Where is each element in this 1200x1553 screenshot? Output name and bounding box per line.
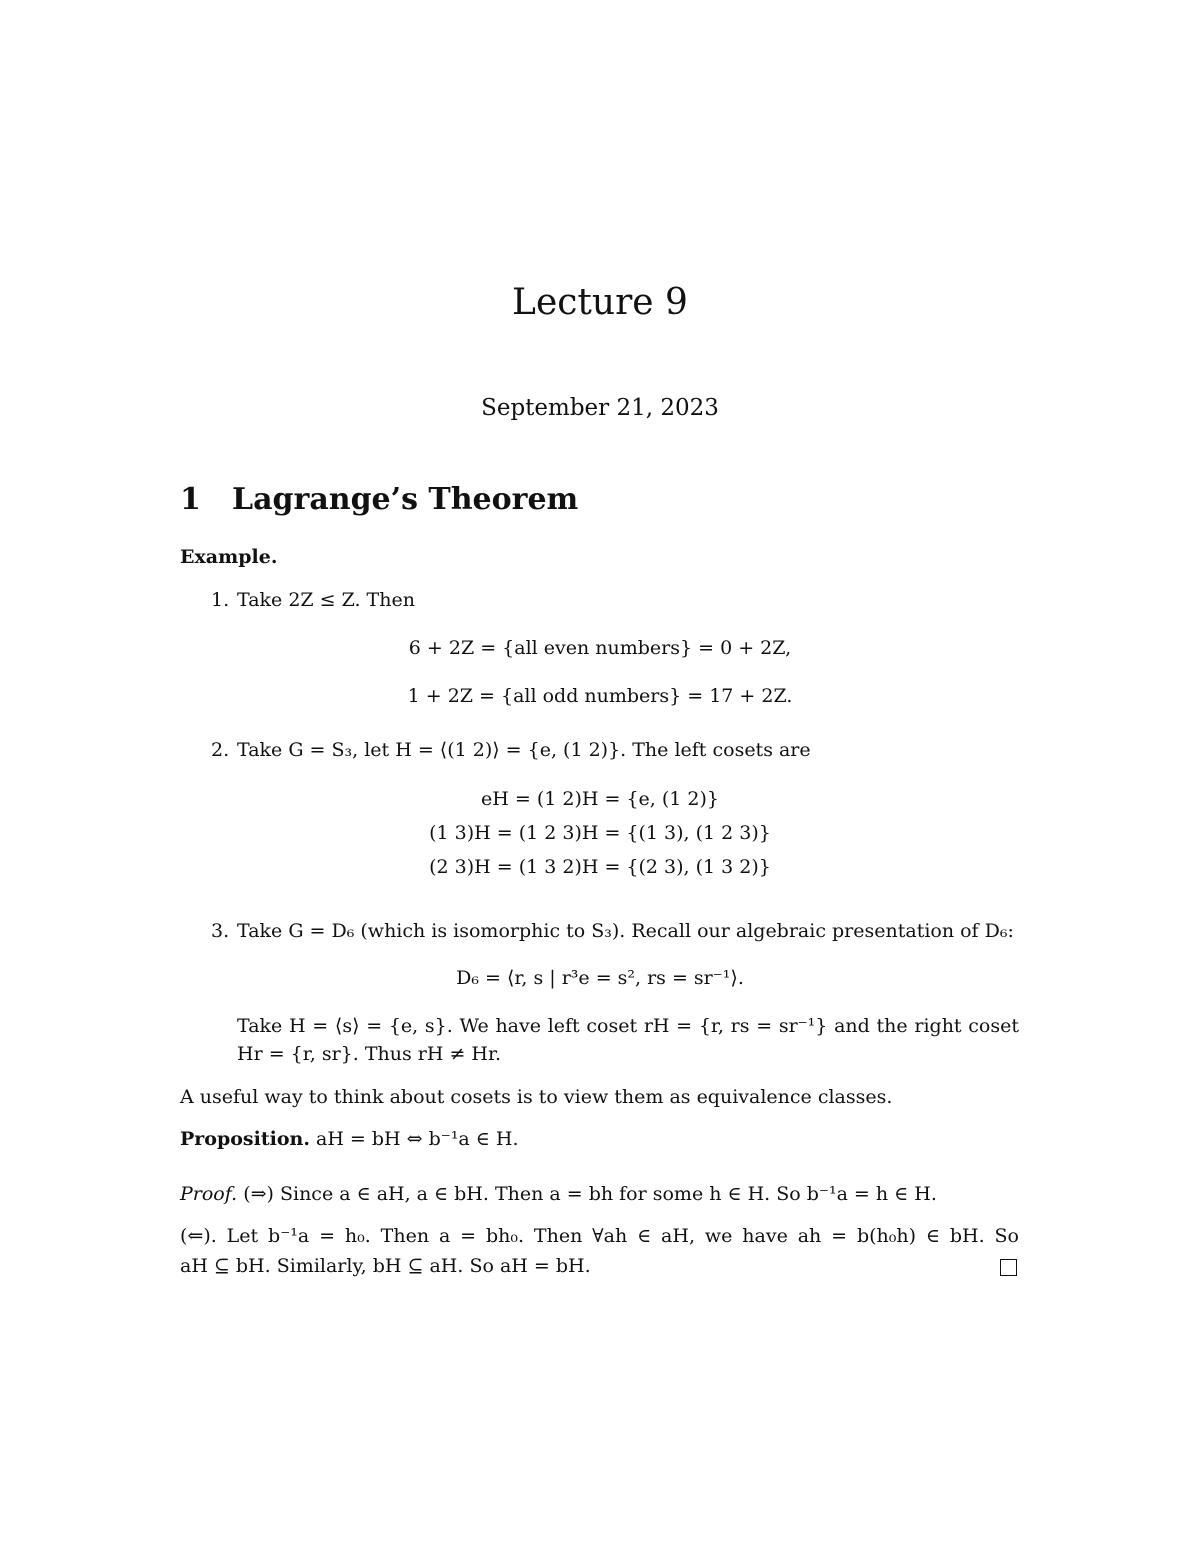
- lecture-title: Lecture 9: [512, 282, 688, 323]
- proposition-label: Proposition.: [180, 1128, 310, 1150]
- qed-square-icon: [1000, 1259, 1017, 1276]
- item3-equation: D₆ = ⟨r, s | r³e = s², rs = sr⁻¹⟩.: [456, 967, 744, 989]
- list-marker-1: 1.: [211, 589, 230, 611]
- item1-equation-2: 1 + 2Z = {all odd numbers} = 17 + 2Z.: [407, 685, 793, 707]
- example-label: Example.: [180, 546, 278, 568]
- remark-text: A useful way to think about cosets is to view them as equivalence classes.: [180, 1086, 893, 1108]
- item3-line-1: Take H = ⟨s⟩ = {e, s}. We have left coset rH = {r, rs = sr⁻¹} and the right coset: [237, 1015, 1019, 1037]
- item3-line-2: Hr = {r, sr}. Thus rH ≠ Hr.: [237, 1043, 502, 1065]
- item3-text: Take G = D₆ (which is isomorphic to S₃). Recall our algebraic presentation of D₆:: [237, 920, 1014, 942]
- section-heading: [180, 482, 578, 517]
- item2-equation-1: eH = (1 2)H = {e, (1 2)}: [481, 788, 719, 810]
- proof-line-3: aH ⊆ bH. Similarly, bH ⊆ aH. So aH = bH.: [180, 1255, 591, 1277]
- item1-equation-1: 6 + 2Z = {all even numbers} = 0 + 2Z,: [408, 637, 792, 659]
- item2-equation-2: (1 3)H = (1 2 3)H = {(1 3), (1 2 3)}: [429, 822, 771, 844]
- section-title: Lagrange’s Theorem: [232, 482, 579, 517]
- proof-line-1: [180, 1183, 937, 1205]
- proposition: [180, 1128, 519, 1150]
- item2-equation-3: (2 3)H = (1 3 2)H = {(2 3), (1 3 2)}: [429, 856, 771, 878]
- proof-text-1: (⇒) Since a ∈ aH, a ∈ bH. Then a = bh for some h ∈ H. So b⁻¹a = h ∈ H.: [243, 1183, 937, 1205]
- list-marker-2: 2.: [211, 739, 230, 761]
- section-number: 1: [180, 482, 201, 517]
- proof-line-2: (⇐). Let b⁻¹a = h₀. Then a = bh₀. Then ∀ah ∈ aH, we have ah = b(h₀h) ∈ bH. So: [180, 1225, 1019, 1247]
- item1-text: Take 2Z ≤ Z. Then: [237, 589, 415, 611]
- item2-text: Take G = S₃, let H = ⟨(1 2)⟩ = {e, (1 2)}. The left cosets are: [237, 739, 811, 761]
- proof-label: Proof.: [180, 1183, 238, 1205]
- list-marker-3: 3.: [211, 920, 230, 942]
- proposition-text: aH = bH ⇔ b⁻¹a ∈ H.: [316, 1128, 519, 1150]
- lecture-date: September 21, 2023: [481, 395, 719, 421]
